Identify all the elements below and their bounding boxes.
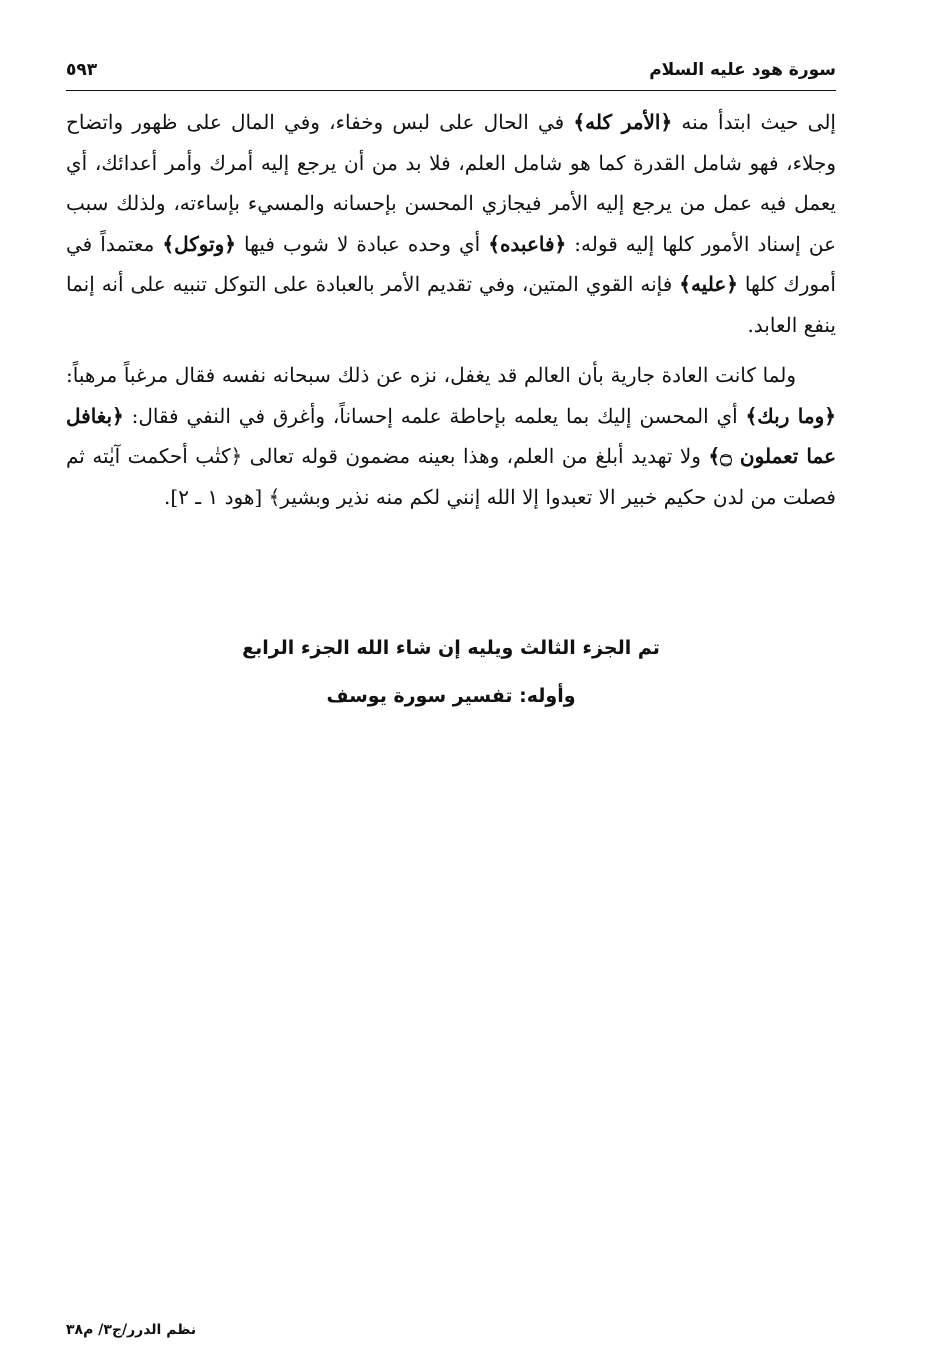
quran-quote: ﴿عليه﴾ (679, 272, 738, 296)
quran-quote: ﴿فاعبده﴾ (488, 231, 567, 256)
text-run: ولما كانت العادة جارية بأن العالم قد يغفل، نزه عن ذلك سبحانه نفسه فقال مرغباً مرهباً: (66, 363, 796, 387)
text-run: أي وحده عبادة لا شوب فيها (236, 231, 489, 256)
footer-signature: نظم الدرر/ج٣/ م٣٨ (66, 1322, 197, 1338)
closing-line-2: وأوله: تفسير سورة يوسف (326, 685, 576, 707)
closing-line-1: تم الجزء الثالث ويليه إن شاء الله الجزء الرابع (242, 637, 660, 659)
header-title: سورة هود عليه السلام (649, 60, 836, 80)
closing-note (66, 624, 836, 720)
text-run: ولا تهديد أبلغ من العلم، وهذا بعينه مضمون قوله تعالى ﴿كتٰب أحكمت آيٰته ثم فصلت من لدن حكيم خبير الا تعبدوا إلا الله إنني لكم منه نذير وبشير﴾ [هود ١ ـ ٢]. (66, 444, 836, 509)
paragraph-2 (66, 355, 836, 517)
quran-quote: ﴿بغافل عما تعملون ۝﴾ (66, 403, 837, 468)
page-number: ٥٩٣ (66, 60, 98, 80)
running-header (66, 56, 836, 91)
quran-quote: ﴿وما ربك﴾ (745, 403, 836, 428)
paragraph-1 (66, 102, 836, 345)
text-run: معتمداً في أمورك كلها (66, 231, 836, 296)
text-run: أي المحسن إليك بما يعلمه بإحاطة علمه إحساناً، وأغرق في النفي فقال: (123, 403, 746, 428)
text-run: فإنه القوي المتين، وفي تقديم الأمر بالعبادة على التوكل تنبيه على أنه إنما ينفع العابد. (66, 272, 836, 337)
quran-quote: ﴿الأمر كله﴾ (573, 110, 673, 134)
text-run: إلى حيث ابتدأ منه (672, 110, 836, 134)
quran-quote: ﴿وتوكل﴾ (162, 231, 237, 256)
body-text (66, 102, 836, 517)
text-run: في الحال على لبس وخفاء، وفي المال على ظهور واتضاح وجلاء، فهو شامل القدرة كما هو شامل العلم، فلا بد من أن يرجع إليه أمرك وأمر أعدائك، أي يعمل فيه عمل من يرجع إليه الأمر فيجازي المحسن بإحسانه والمسيء بإساءته، ولذلك سبب عن إسناد الأمور كلها إليه قوله: (66, 110, 837, 256)
